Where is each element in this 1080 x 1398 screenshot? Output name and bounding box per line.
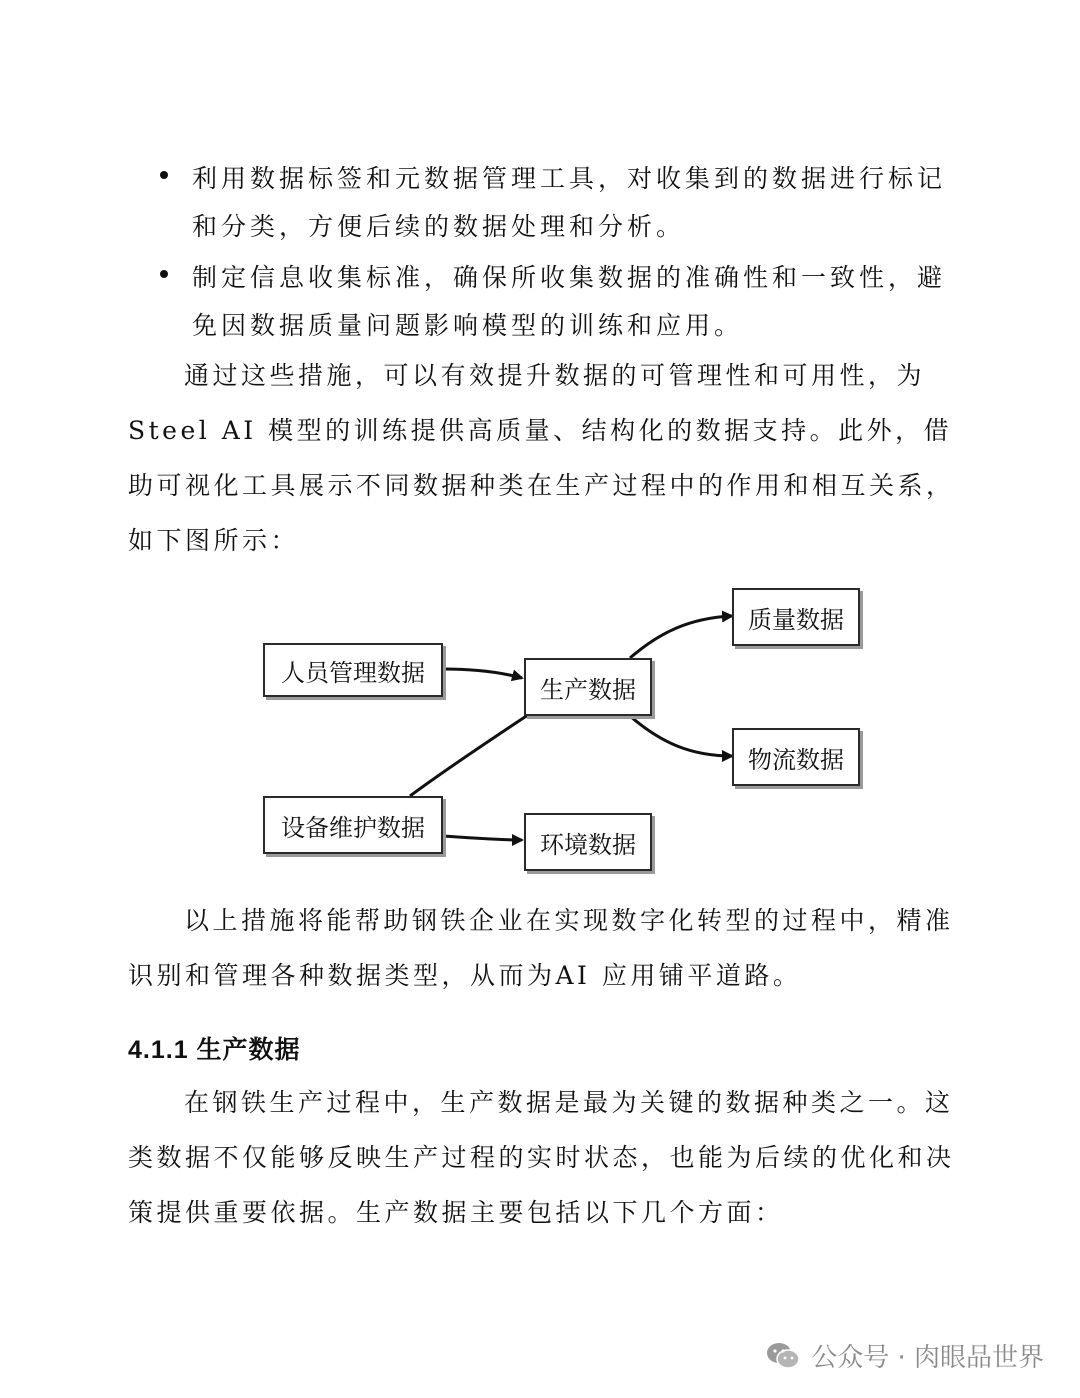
bullet-item — [150, 155, 960, 251]
arrow-equipment-to-environment — [443, 836, 522, 840]
paragraph: 在钢铁生产过程中，生产数据是最为关键的数据种类之一。这类数据不仅能够反映生产过程的实时状态，也能为后续的优化和决策提供重要依据。生产数据主要包括以下几个方面： — [128, 1088, 955, 1227]
arrow-production-to-logistics — [630, 716, 732, 756]
bullet-text: 制定信息收集标准，确保所收集数据的准确性和一致性，避免因数据质量问题影响模型的训练和应用。 — [192, 263, 947, 340]
wechat-icon — [765, 1341, 801, 1371]
paragraph: 通过这些措施，可以有效提升数据的可管理性和可用性，为Steel AI 模型的训练提供高质量、结构化的数据支持。此外，借助可视化工具展示不同数据种类在生产过程中的作用和相互关系，如下图所示： — [128, 361, 955, 555]
bullet-text: 利用数据标签和元数据管理工具，对收集到的数据进行标记和分类，方便后续的数据处理和分析。 — [192, 164, 947, 241]
bullet-dot — [160, 171, 168, 179]
arrow-production-to-quality — [630, 616, 732, 658]
node-personnel-data: 人员管理数据 — [263, 643, 443, 697]
watermark — [765, 1337, 1044, 1374]
watermark-text: 公众号 · 肉眼品世界 — [811, 1343, 1044, 1373]
bullet-dot — [160, 270, 168, 278]
section-heading: 4.1.1 生产数据 — [128, 1036, 301, 1064]
node-quality-data: 质量数据 — [732, 588, 860, 646]
bullet-item — [150, 254, 960, 350]
arrow-equipment-to-production — [410, 707, 540, 796]
node-environment-data: 环境数据 — [524, 813, 652, 871]
node-logistics-data: 物流数据 — [732, 728, 860, 786]
node-production-data: 生产数据 — [524, 658, 652, 716]
data-flow-diagram — [240, 570, 900, 890]
node-equipment-data: 设备维护数据 — [263, 796, 443, 854]
paragraph: 以上措施将能帮助钢铁企业在实现数字化转型的过程中，精准识别和管理各种数据类型，从而为AI 应用铺平道路。 — [128, 906, 954, 990]
arrow-personnel-to-production — [443, 669, 522, 678]
